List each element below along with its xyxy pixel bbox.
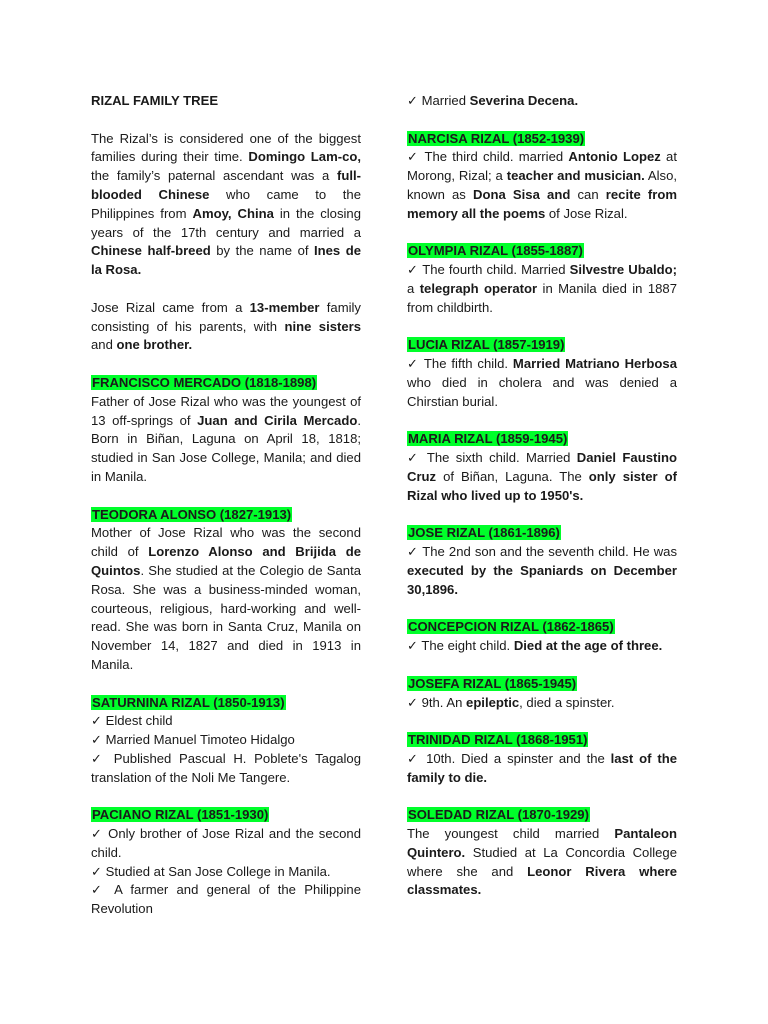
saturnina-heading: SATURNINA RIZAL (1850-1913) xyxy=(92,694,285,710)
teodora-heading: TEODORA ALONSO (1827-1913) xyxy=(92,506,292,522)
document-title: RIZAL FAMILY TREE xyxy=(91,93,219,108)
josefa-text: ✓ 9th. An epileptic, died a spinster. xyxy=(407,694,615,710)
narcisa-heading: NARCISA RIZAL (1852-1939) xyxy=(408,130,585,146)
saturnina-line-3: ✓ Published Pascual H. Poblete's Tagalog translation of the Noli Me Tangere. xyxy=(91,750,361,785)
trinidad-text: ✓ 10th. Died a spinster and the last of the family to die. xyxy=(407,750,677,785)
maria-text: ✓ The sixth child. Married Daniel Faustino Cruz of Biñan, Laguna. The only sister of Rizal who lived up to 1950's. xyxy=(407,450,677,503)
maria-heading: MARIA RIZAL (1859-1945) xyxy=(408,431,568,447)
francisco-heading: FRANCISCO MERCADO (1818-1898) xyxy=(92,374,317,390)
lucia-text: ✓ The fifth child. Married Matriano Herbosa who died in cholera and was denied a Chirstian burial. xyxy=(407,356,677,409)
soledad-heading: SOLEDAD RIZAL (1870-1929) xyxy=(408,807,589,823)
jose-heading: JOSE RIZAL (1861-1896) xyxy=(408,525,560,541)
olympia-heading: OLYMPIA RIZAL (1855-1887) xyxy=(408,243,583,259)
concepcion-heading: CONCEPCION RIZAL (1862-1865) xyxy=(408,619,614,635)
francisco-text: Father of Jose Rizal who was the youngest of 13 off-springs of Juan and Cirila Mercado. Born in Biñan, Laguna on April 18, 1818; studied in San Jose College, Manila; and died in Manila. xyxy=(91,393,361,484)
teodora-text: Mother of Jose Rizal who was the second child of Lorenzo Alonso and Brijida de Quintos. She studied at the Colegio de Santa Rosa. She was a business-minded woman, courteous, religious, hard-working and well-read. She was born in Santa Cruz, Manila on November 14, 1827 and died in 1913 in Manila. xyxy=(91,525,361,672)
intro-paragraph-2: Jose Rizal came from a 13-member family consisting of his parents, with nine sisters and one brother. xyxy=(91,299,362,353)
paciano-line-2: ✓ Studied at San Jose College in Manila. xyxy=(91,863,331,879)
saturnina-line-1: ✓ Eldest child xyxy=(91,713,173,729)
paciano-heading: PACIANO RIZAL (1851-1930) xyxy=(92,807,269,823)
intro-paragraph-1: The Rizal’s is considered one of the biggest families during their time. Domingo Lam-co, the family’s paternal ascendant was a full-blooded Chinese who came to the Philippines from Amoy, China in the closing years of the 17th century and married a Chinese half-breed by the name of Ines de la Rosa. xyxy=(91,130,361,278)
left-column xyxy=(91,92,361,919)
right-column xyxy=(407,92,677,900)
paciano-line-3: ✓ A farmer and general of the Philippine Revolution xyxy=(91,882,361,917)
saturnina-line-2: ✓ Married Manuel Timoteo Hidalgo xyxy=(91,732,295,748)
lucia-heading: LUCIA RIZAL (1857-1919) xyxy=(408,337,565,353)
paciano-line-1: ✓ Only brother of Jose Rizal and the second child. xyxy=(91,826,361,860)
olympia-text: ✓ The fourth child. Married Silvestre Ubaldo; a telegraph operator in Manila died in 1887 from childbirth. xyxy=(407,262,678,315)
paciano-line-4: ✓ Married Severina Decena. xyxy=(407,93,579,108)
trinidad-heading: TRINIDAD RIZAL (1868-1951) xyxy=(408,732,588,748)
narcisa-text: ✓ The third child. married Antonio Lopez at Morong, Rizal; a teacher and musician. Also, known as Dona Sisa and can recite from memory all the poems of Jose Rizal. xyxy=(407,149,677,221)
concepcion-text: ✓ The eight child. Died at the age of three. xyxy=(407,638,663,654)
josefa-heading: JOSEFA RIZAL (1865-1945) xyxy=(408,675,577,691)
soledad-text: The youngest child married Pantaleon Quintero. Studied at La Concordia College where she and Leonor Rivera where classmates. xyxy=(407,826,677,898)
jose-text: ✓ The 2nd son and the seventh child. He was executed by the Spaniards on December 30,1896. xyxy=(407,544,677,597)
